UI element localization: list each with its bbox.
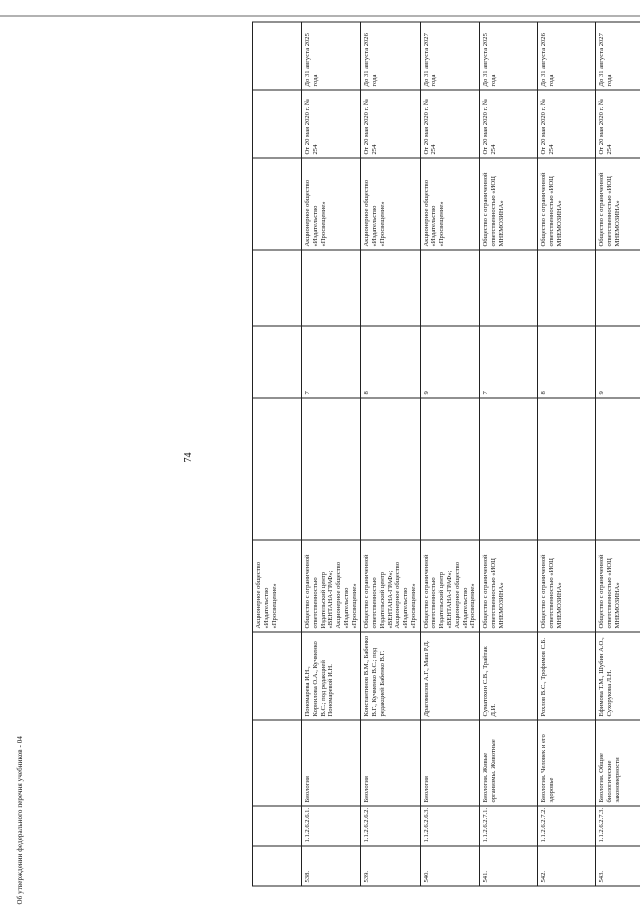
cell-empty [302,250,361,326]
cell-subject: Биология [361,720,420,806]
cell-empty [596,250,640,326]
table-row [596,22,640,886]
cell-empty [302,398,361,540]
cell-empty [538,398,596,540]
cell-deadline: До 31 августа 2026 года [361,22,420,90]
cell-number: 542. [538,846,596,886]
table-row [420,22,479,886]
cell-empty [420,250,479,326]
cell-authors: Пономарева И.Н., Корнилова О.А., Кучменко В.С.; под редакцией Пономаревой И.Н. [302,632,361,720]
cell-order: От 20 мая 2020 г. № 254 [596,90,640,158]
cell-legal-entity: Акционерное общество «Издательство «Просвещение» [361,158,420,250]
cell-publisher: Общество с ограниченной ответственностью «ИОЦ МНЕМОЗИНА» [480,540,538,632]
cell-deadline: До 31 августа 2025 года [480,22,538,90]
cell-legal-entity: Общество с ограниченной ответственностью «ИОЦ МНЕМОЗИНА» [596,158,640,250]
cell-number: 543. [596,846,640,886]
cell-legal-entity: Акционерное общество «Издательство «Просвещение» [302,158,361,250]
cell-code: 1.1.2.6.2.7.2. [538,806,596,846]
cell-empty [420,398,479,540]
cell-grade: 8 [361,326,420,398]
page-edge-line [0,16,640,17]
cell-code: 1.1.2.6.2.7.3. [596,806,640,846]
cell-publisher: Акционерное общество «Издательство «Просвещение» [253,540,302,632]
cell-subject: Биология [302,720,361,806]
cell-subject: Биология. Общие биологические закономерности [596,720,640,806]
cell-deadline: До 31 августа 2026 года [538,22,596,90]
cell-grade: 7 [302,326,361,398]
cell-deadline: До 31 августа 2027 года [420,22,479,90]
cell-code: 1.1.2.6.2.6.3. [420,806,479,846]
cell-order: От 20 мая 2020 г. № 254 [480,90,538,158]
cell-authors: Суматохин С.В., Трайтак Д.И. [480,632,538,720]
cell-legal-entity: Общество с ограниченной ответственностью «ИОЦ МНЕМОЗИНА» [480,158,538,250]
cell-empty [596,398,640,540]
table-row [538,22,596,886]
cell-code: 1.1.2.6.2.6.1. [302,806,361,846]
cell-empty [361,250,420,326]
cell-empty [480,398,538,540]
cell-publisher: Общество с ограниченной ответственностью Издательский центр «ВЕНТАНА-ГРАФ»; Акционерное общество «Издательство «Просвещение» [302,540,361,632]
cell-order: От 20 мая 2020 г. № 254 [538,90,596,158]
cell-number: 538. [302,846,361,886]
textbook-table [252,22,640,887]
cell-grade: 9 [420,326,479,398]
cell-legal-entity: Общество с ограниченной ответственностью «ИОЦ МНЕМОЗИНА» [538,158,596,250]
cell-order: От 20 мая 2020 г. № 254 [420,90,479,158]
cell-publisher: Общество с ограниченной ответственностью Издательский центр «ВЕНТАНА-ГРАФ»; Акционерное общество «Издательство «Просвещение» [361,540,420,632]
cell-authors: Рохлов В.С., Трофимов С.Б. [538,632,596,720]
cell-code: 1.1.2.6.2.7.1. [480,806,538,846]
page-number: 74 [183,452,194,463]
cell-deadline: До 31 августа 2025 года [302,22,361,90]
cell-publisher: Общество с ограниченной ответственностью «ИОЦ МНЕМОЗИНА» [596,540,640,632]
cell-subject: Биология. Человек и его здоровье [538,720,596,806]
cell-empty [480,250,538,326]
cell-number: 541. [480,846,538,886]
cell-authors: Драгомилов А.Г., Маш Р.Д. [420,632,479,720]
cell-publisher: Общество с ограниченной ответственностью «ИОЦ МНЕМОЗИНА» [538,540,596,632]
cell-grade: 9 [596,326,640,398]
table-row [480,22,538,886]
cell-order: От 20 мая 2020 г. № 254 [302,90,361,158]
cell-authors: Константинов В.М., Бабенко В.Г., Кучменко В.С.; под редакцией Бабенко В.Г. [361,632,420,720]
cell-code: 1.1.2.6.2.6.2. [361,806,420,846]
table-row [361,22,420,886]
cell-empty [538,250,596,326]
cell-authors: Ефимова Т.М., Шубин А.О., Сухорукова Л.Н. [596,632,640,720]
page-footer: Об утверждении федерального перечня учебников - 04 [16,736,24,905]
table-row-continued [253,22,302,886]
cell-deadline: До 31 августа 2027 года [596,22,640,90]
cell-subject: Биология [420,720,479,806]
cell-empty [361,398,420,540]
cell-number: 540. [420,846,479,886]
cell-subject: Биология. Живые организмы. Животные [480,720,538,806]
cell-legal-entity: Акционерное общество «Издательство «Просвещение» [420,158,479,250]
cell-grade: 7 [480,326,538,398]
cell-publisher: Общество с ограниченной ответственностью Издательский центр «ВЕНТАНА-ГРАФ»; Акционерное общество «Издательство «Просвещение» [420,540,479,632]
cell-number: 539. [361,846,420,886]
cell-grade: 8 [538,326,596,398]
cell-order: От 20 мая 2020 г. № 254 [361,90,420,158]
table-row [302,22,361,886]
